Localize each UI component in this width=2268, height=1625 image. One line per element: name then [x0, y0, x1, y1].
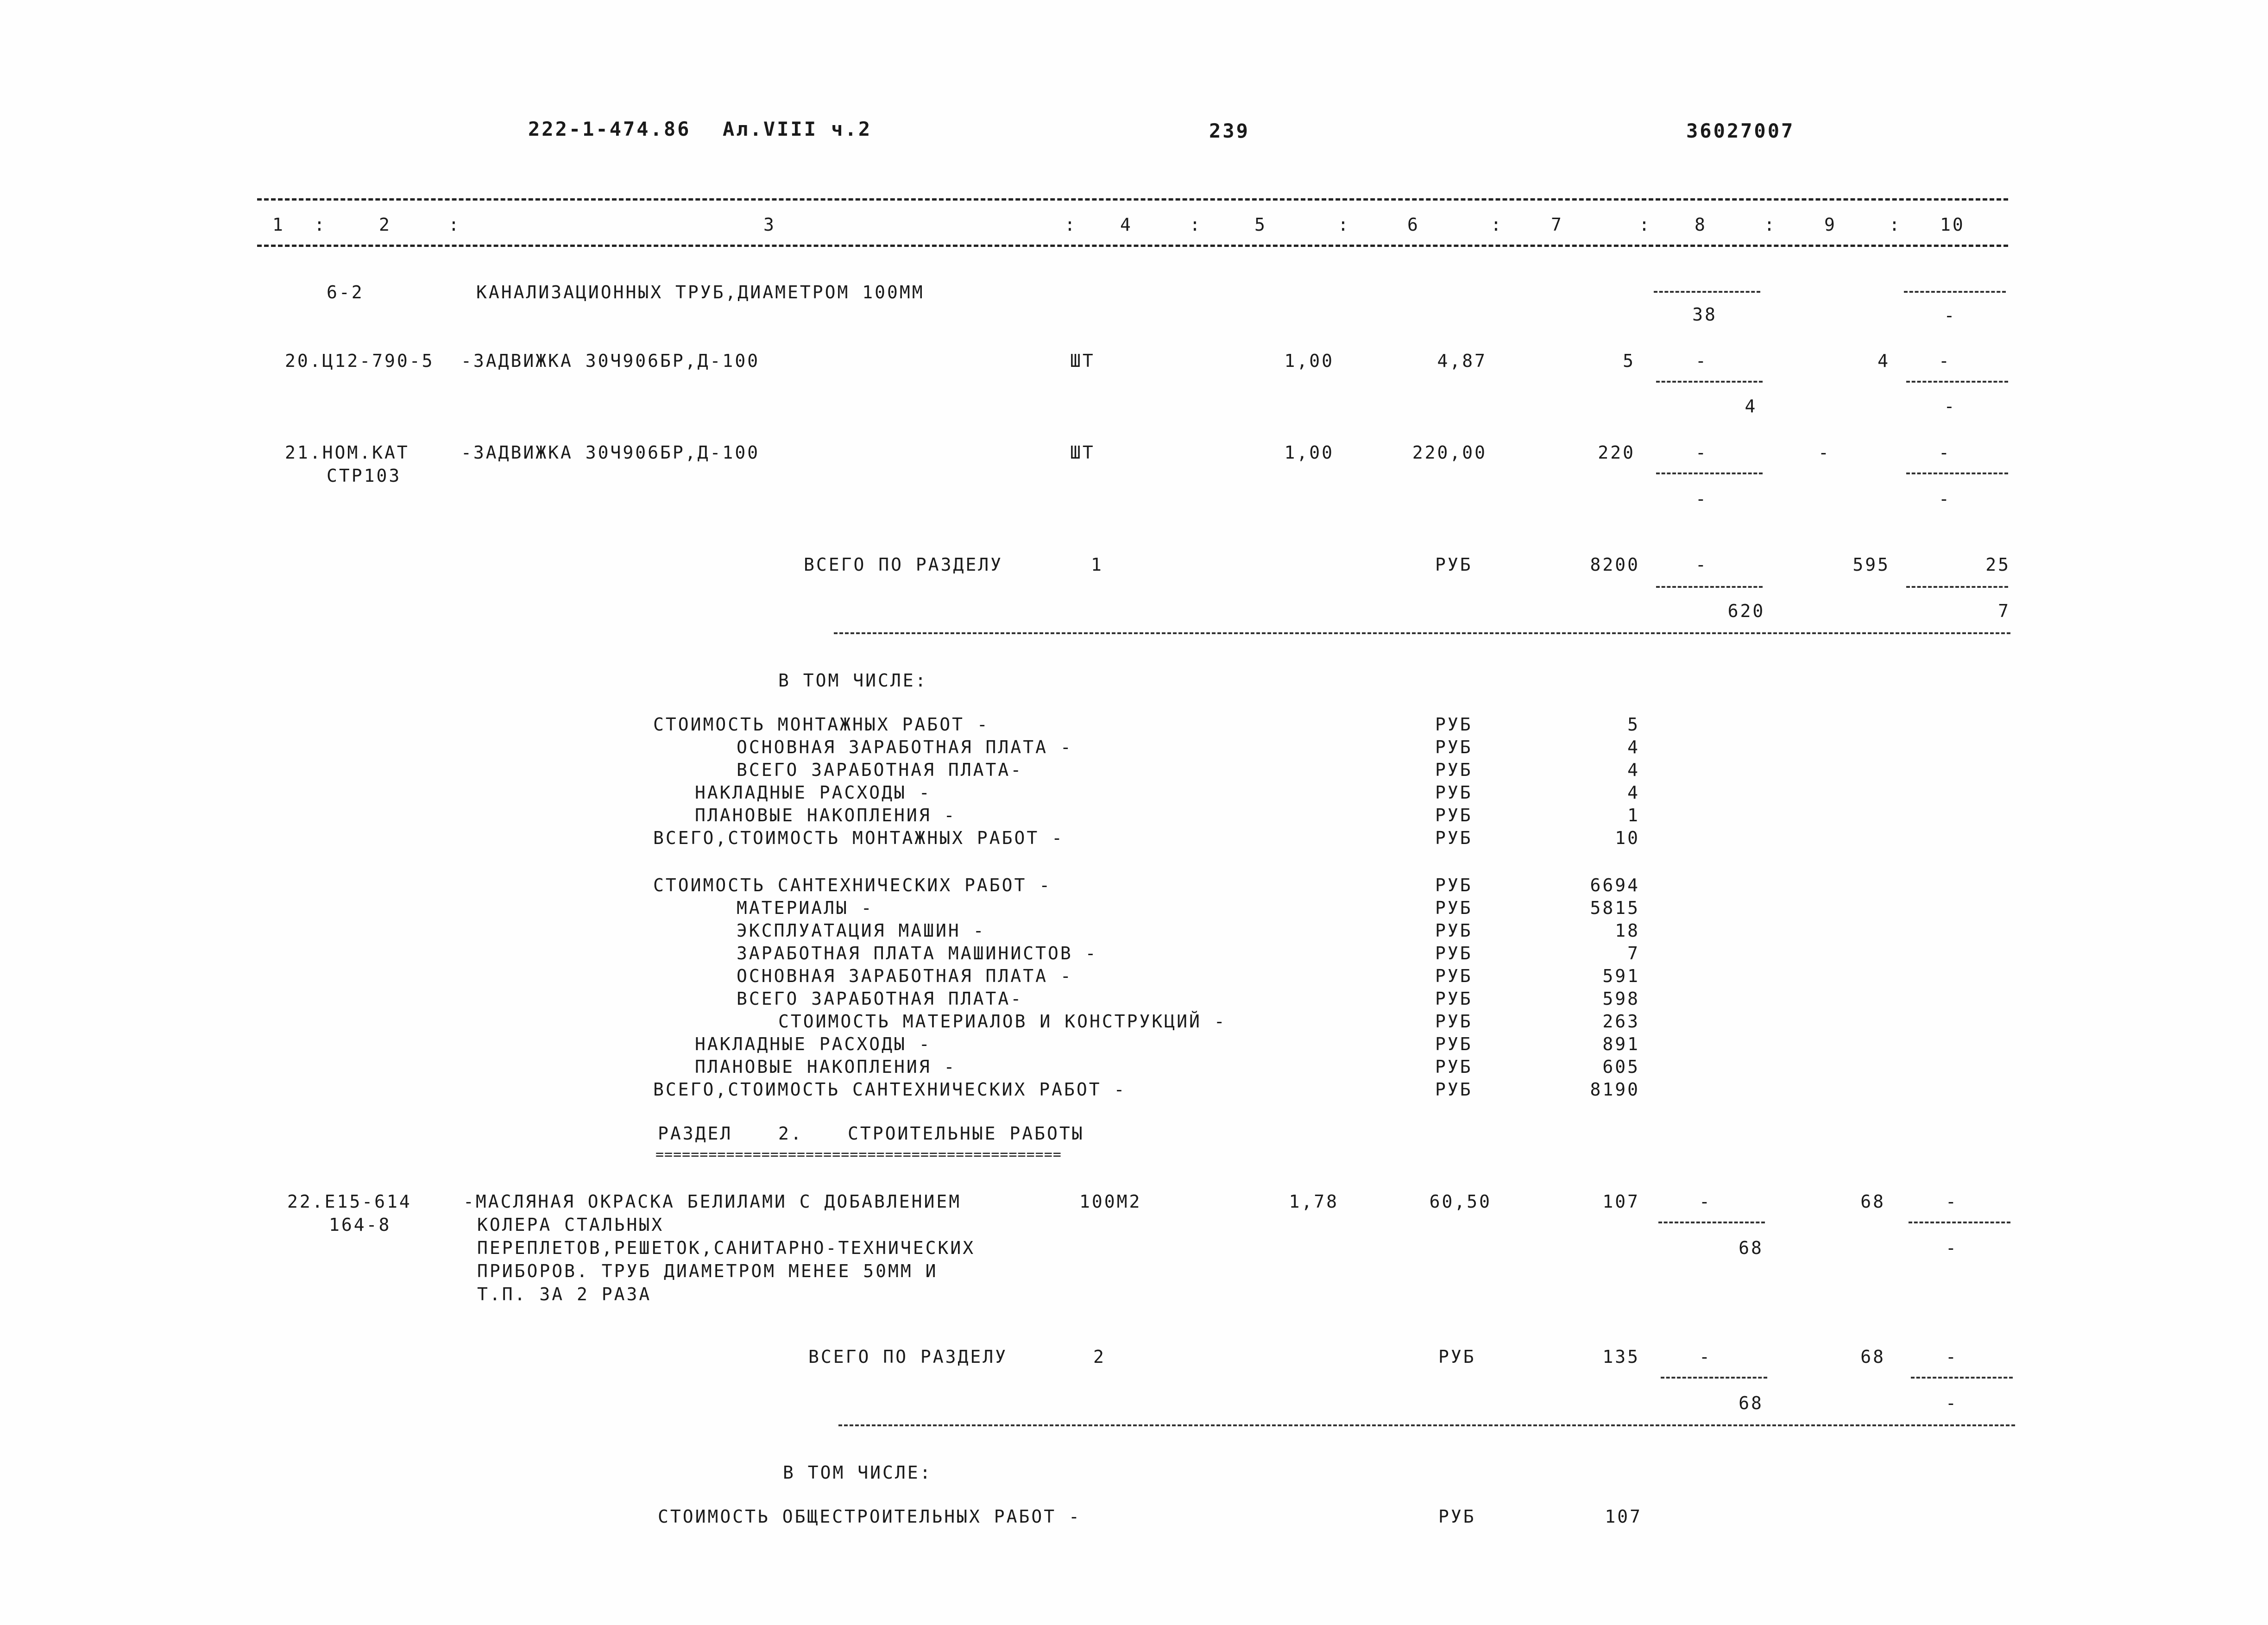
fraction-rule — [1906, 586, 2008, 588]
breakdown-label: СТОИМОСТЬ САНТЕХНИЧЕСКИХ РАБОТ - — [653, 875, 1052, 895]
album-reference: Ал.VIII ч.2 — [723, 118, 872, 140]
cell-total: 220 — [1598, 442, 1635, 463]
cell-col8-upper: - — [1695, 442, 1708, 463]
cell-quantity: 1,00 — [1284, 351, 1334, 371]
row-description: КОЛЕРА СТАЛЬНЫХ — [477, 1215, 664, 1235]
cell-col8-lower: 38 — [1692, 304, 1717, 325]
cell-price: 60,50 — [1429, 1191, 1492, 1212]
breakdown-unit: РУБ — [1435, 1034, 1473, 1054]
column-header: 2 — [379, 214, 391, 235]
cell-col10-upper: 25 — [1985, 554, 2010, 575]
cell-unit: ШТ — [1070, 351, 1095, 371]
row-description: ПЕРЕПЛЕТОВ,РЕШЕТОК,САНИТАРНО-ТЕХНИЧЕСКИХ — [477, 1238, 976, 1258]
cell-col9: 595 — [1852, 554, 1890, 575]
breakdown-label: ВСЕГО ЗАРАБОТНАЯ ПЛАТА- — [737, 760, 1023, 780]
page-number: 239 — [1209, 120, 1250, 142]
breakdown-unit: РУБ — [1435, 1011, 1473, 1032]
breakdown-unit: РУБ — [1435, 737, 1473, 757]
cell-price: 220,00 — [1412, 442, 1487, 463]
column-header: 5 — [1254, 214, 1267, 235]
row-code: 6-2 — [327, 282, 364, 302]
section-total-label: ВСЕГО ПО РАЗДЕЛУ — [804, 554, 1003, 575]
row-code: 21.НОМ.КАТ — [285, 442, 410, 463]
column-header: 3 — [763, 214, 776, 235]
column-separator: : — [314, 214, 327, 235]
fraction-rule — [1661, 1377, 1767, 1379]
cell-col10-lower: - — [1939, 489, 1951, 509]
cell-col10-lower: - — [1944, 396, 1957, 416]
column-header: 6 — [1407, 214, 1420, 235]
column-header: 9 — [1824, 214, 1837, 235]
row-description: ПРИБОРОВ. ТРУБ ДИАМЕТРОМ МЕНЕЕ 50ММ И — [477, 1261, 938, 1281]
column-separator: : — [1889, 214, 1902, 235]
breakdown-label: ПЛАНОВЫЕ НАКОПЛЕНИЯ - — [695, 805, 957, 825]
section-end-rule — [838, 1424, 2015, 1426]
document-code: 222-1-474.86 — [528, 118, 691, 140]
breakdown-label: ВСЕГО,СТОИМОСТЬ САНТЕХНИЧЕСКИХ РАБОТ - — [653, 1079, 1127, 1100]
breakdown-title: В ТОМ ЧИСЛЕ: — [778, 670, 928, 691]
breakdown-unit: РУБ — [1435, 989, 1473, 1009]
column-header: 7 — [1551, 214, 1563, 235]
breakdown-label: ОСНОВНАЯ ЗАРАБОТНАЯ ПЛАТА - — [737, 966, 1073, 986]
section-number: 2 — [1093, 1347, 1106, 1367]
cell-col8-lower: 620 — [1727, 601, 1765, 621]
breakdown-unit: РУБ — [1435, 943, 1473, 964]
cell-unit: ШТ — [1070, 442, 1095, 463]
breakdown-label: ПЛАНОВЫЕ НАКОПЛЕНИЯ - — [695, 1057, 957, 1077]
section-label: РАЗДЕЛ — [658, 1123, 733, 1144]
row-code-continued: 164-8 — [329, 1215, 391, 1235]
breakdown-label: НАКЛАДНЫЕ РАСХОДЫ - — [695, 782, 932, 803]
breakdown-value: 18 — [1615, 920, 1640, 941]
section-end-rule — [834, 632, 2010, 634]
fraction-rule — [1654, 291, 1760, 293]
cell-total: 8200 — [1590, 554, 1640, 575]
breakdown-unit: РУБ — [1435, 966, 1473, 986]
breakdown-unit: РУБ — [1435, 760, 1473, 780]
column-separator: : — [1491, 214, 1503, 235]
breakdown-title: В ТОМ ЧИСЛЕ: — [783, 1462, 932, 1483]
breakdown-unit: РУБ — [1438, 1506, 1476, 1527]
section-number: 1 — [1091, 554, 1103, 575]
cell-col10-upper: - — [1946, 1347, 1958, 1367]
breakdown-label: НАКЛАДНЫЕ РАСХОДЫ - — [695, 1034, 932, 1054]
breakdown-value: 4 — [1627, 760, 1640, 780]
row-description: Т.П. ЗА 2 РАЗА — [477, 1284, 652, 1304]
cell-price: 4,87 — [1437, 351, 1487, 371]
fraction-rule — [1656, 381, 1763, 383]
column-separator: : — [1764, 214, 1777, 235]
breakdown-value: 7 — [1627, 943, 1640, 964]
breakdown-value: 8190 — [1590, 1079, 1640, 1100]
fraction-rule — [1906, 381, 2008, 383]
column-header: 4 — [1120, 214, 1133, 235]
fraction-rule — [1656, 472, 1763, 474]
breakdown-label: ЗАРАБОТНАЯ ПЛАТА МАШИНИСТОВ - — [737, 943, 1098, 964]
column-separator: : — [1639, 214, 1651, 235]
breakdown-unit: РУБ — [1435, 782, 1473, 803]
cell-col10-upper: - — [1946, 1191, 1958, 1212]
row-code: 22.Е15-614 — [287, 1191, 412, 1212]
table-header-rule — [257, 245, 2008, 247]
row-code-continued: СТР103 — [327, 466, 402, 486]
column-separator: : — [1190, 214, 1202, 235]
table-top-rule — [257, 198, 2008, 201]
breakdown-unit: РУБ — [1435, 714, 1473, 735]
breakdown-label: ВСЕГО,СТОИМОСТЬ МОНТАЖНЫХ РАБОТ - — [653, 828, 1064, 848]
breakdown-unit: РУБ — [1435, 875, 1473, 895]
fraction-rule — [1904, 291, 2006, 293]
cell-col10-lower: 7 — [1998, 601, 2010, 621]
breakdown-value: 891 — [1602, 1034, 1640, 1054]
breakdown-value: 4 — [1627, 737, 1640, 757]
cell-total: 107 — [1602, 1191, 1640, 1212]
cell-unit: 100М2 — [1079, 1191, 1142, 1212]
cell-col8-upper: - — [1695, 351, 1708, 371]
breakdown-value: 263 — [1602, 1011, 1640, 1032]
breakdown-label: СТОИМОСТЬ МАТЕРИАЛОВ И КОНСТРУКЦИЙ - — [778, 1011, 1227, 1032]
cell-col10-upper: - — [1939, 442, 1951, 463]
document-id: 36027007 — [1686, 120, 1795, 142]
cell-total: 135 — [1602, 1347, 1640, 1367]
cell-col8-lower: 68 — [1739, 1393, 1764, 1413]
row-description: -МАСЛЯНАЯ ОКРАСКА БЕЛИЛАМИ С ДОБАВЛЕНИЕМ — [463, 1191, 962, 1212]
column-header: 10 — [1940, 214, 1965, 235]
cell-col10-lower: - — [1946, 1393, 1958, 1413]
cell-col8-lower: 68 — [1739, 1238, 1764, 1258]
cell-col9: 4 — [1877, 351, 1890, 371]
column-header: 1 — [272, 214, 285, 235]
row-description: -ЗАДВИЖКА 30Ч906БР,Д-100 — [461, 442, 760, 463]
column-separator: : — [448, 214, 461, 235]
row-description: КАНАЛИЗАЦИОННЫХ ТРУБ,ДИАМЕТРОМ 100ММ — [476, 282, 925, 302]
breakdown-value: 10 — [1615, 828, 1640, 848]
breakdown-unit: РУБ — [1435, 828, 1473, 848]
breakdown-unit: РУБ — [1435, 898, 1473, 918]
row-description: -ЗАДВИЖКА 30Ч906БР,Д-100 — [461, 351, 760, 371]
cell-col10-lower: - — [1944, 305, 1957, 326]
fraction-rule — [1656, 586, 1763, 588]
breakdown-label: ЭКСПЛУАТАЦИЯ МАШИН - — [737, 920, 986, 941]
column-separator: : — [1065, 214, 1077, 235]
cell-quantity: 1,78 — [1289, 1191, 1339, 1212]
breakdown-unit: РУБ — [1435, 1057, 1473, 1077]
breakdown-unit: РУБ — [1435, 1079, 1473, 1100]
breakdown-value: 4 — [1627, 782, 1640, 803]
cell-col8-lower: 4 — [1745, 396, 1758, 416]
column-separator: : — [1338, 214, 1350, 235]
cell-col8-upper: - — [1699, 1191, 1712, 1212]
cell-col9: - — [1818, 442, 1831, 463]
breakdown-value: 5815 — [1590, 898, 1640, 918]
breakdown-unit: РУБ — [1435, 920, 1473, 941]
fraction-rule — [1658, 1222, 1765, 1223]
breakdown-label: СТОИМОСТЬ ОБЩЕСТРОИТЕЛЬНЫХ РАБОТ - — [658, 1506, 1081, 1527]
section-total-label: ВСЕГО ПО РАЗДЕЛУ — [808, 1347, 1008, 1367]
cell-unit: РУБ — [1438, 1347, 1476, 1367]
column-header: 8 — [1695, 214, 1707, 235]
row-code: 20.Ц12-790-5 — [285, 351, 435, 371]
cell-col8-upper: - — [1695, 554, 1708, 575]
cell-col10-lower: - — [1946, 1238, 1958, 1258]
breakdown-label: МАТЕРИАЛЫ - — [737, 898, 874, 918]
breakdown-value: 107 — [1605, 1506, 1642, 1527]
cell-quantity: 1,00 — [1284, 442, 1334, 463]
breakdown-label: СТОИМОСТЬ МОНТАЖНЫХ РАБОТ - — [653, 714, 989, 735]
breakdown-value: 598 — [1602, 989, 1640, 1009]
fraction-rule — [1911, 1377, 2013, 1379]
cell-col8-lower: - — [1695, 489, 1708, 509]
section-underline: ============================================== — [655, 1146, 1062, 1163]
cell-total: 5 — [1623, 351, 1635, 371]
breakdown-label: ОСНОВНАЯ ЗАРАБОТНАЯ ПЛАТА - — [737, 737, 1073, 757]
fraction-rule — [1909, 1222, 2010, 1223]
fraction-rule — [1906, 472, 2008, 474]
breakdown-unit: РУБ — [1435, 805, 1473, 825]
cell-col9: 68 — [1860, 1347, 1885, 1367]
section-number: 2. — [778, 1123, 803, 1144]
breakdown-value: 1 — [1627, 805, 1640, 825]
cell-col8-upper: - — [1699, 1347, 1712, 1367]
cell-col9: 68 — [1860, 1191, 1885, 1212]
cell-col10-upper: - — [1939, 351, 1951, 371]
breakdown-value: 6694 — [1590, 875, 1640, 895]
breakdown-value: 591 — [1602, 966, 1640, 986]
breakdown-value: 5 — [1627, 714, 1640, 735]
section-title: СТРОИТЕЛЬНЫЕ РАБОТЫ — [848, 1123, 1084, 1144]
breakdown-value: 605 — [1602, 1057, 1640, 1077]
cell-unit: РУБ — [1435, 554, 1473, 575]
breakdown-label: ВСЕГО ЗАРАБОТНАЯ ПЛАТА- — [737, 989, 1023, 1009]
